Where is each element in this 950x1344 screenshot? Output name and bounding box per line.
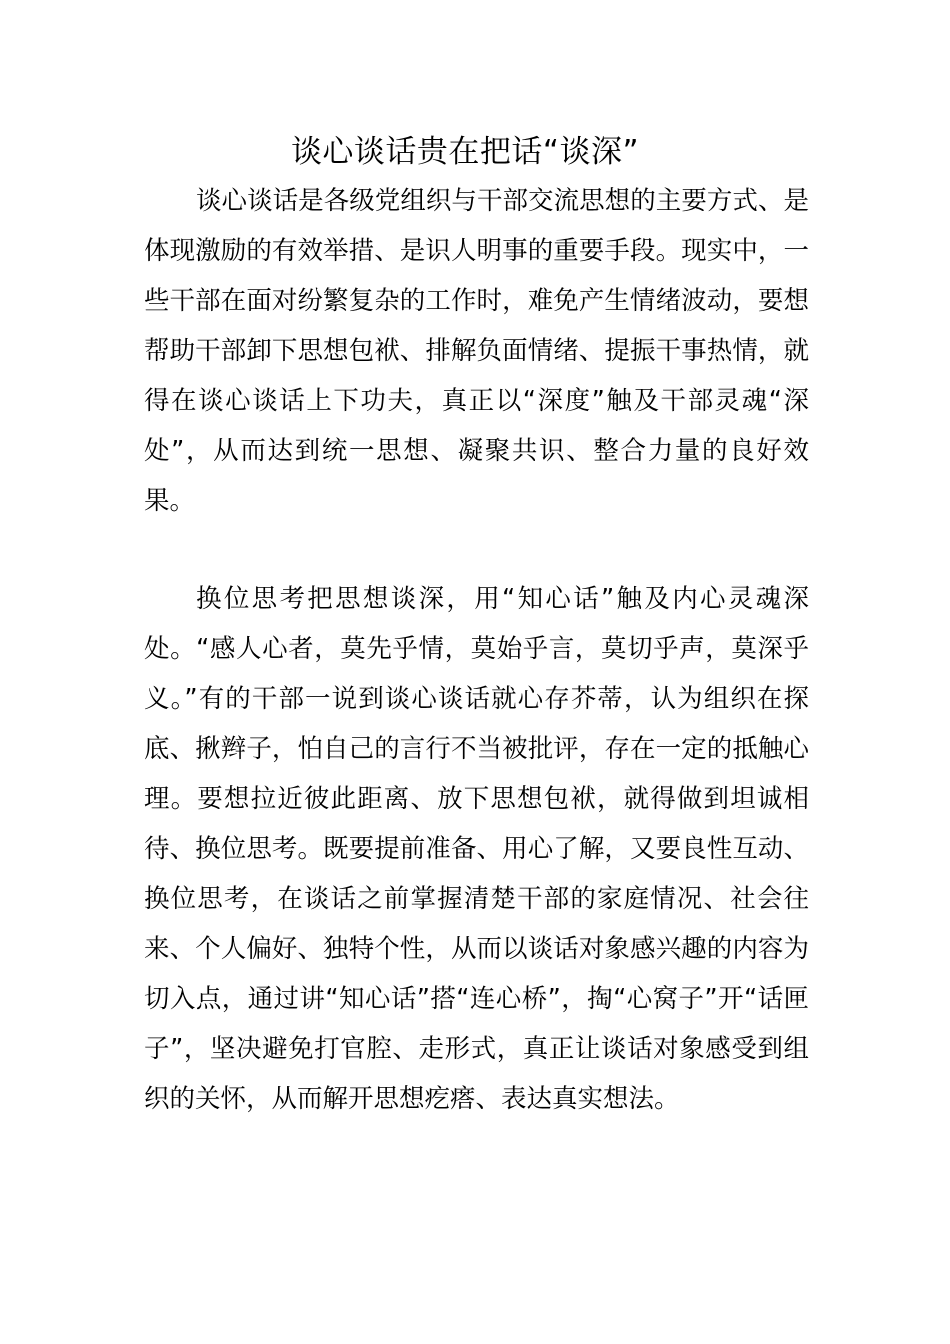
paragraph-1: 谈心谈话是各级党组织与干部交流思想的主要方式、是体现激励的有效举措、是识人明事的重要手段。现实中，一些干部在面对纷繁复杂的工作时，难免产生情绪波动，要想帮助干部卸下思想包袱、排解负面情绪、提振干事热情，就得在谈心谈话上下功夫，真正以“深度”触及干部灵魂“深处”，从而达到统一思想、凝聚共识、整合力量的良好效果。 <box>144 186 809 516</box>
paragraph-2: 换位思考把思想谈深，用“知心话”触及内心灵魂深处。“感人心者，莫先乎情，莫始乎言，莫切乎声，莫深乎义。”有的干部一说到谈心谈话就心存芥蒂，认为组织在探底、揪辫子，怕自己的言行不当被批评，存在一定的抵触心理。要想拉近彼此距离、放下思想包袱，就得做到坦诚相待、换位思考。既要提前准备、用心了解，又要良性互动、换位思考，在谈话之前掌握清楚干部的家庭情况、社会往来、个人偏好、独特个性，从而以谈话对象感兴趣的内容为切入点，通过讲“知心话”搭“连心桥”，掏“心窝子”开“话匣子”，坚决避免打官腔、走形式，真正让谈话对象感受到组织的关怀，从而解开思想疙瘩、表达真实想法。 <box>144 584 809 1114</box>
document-title: 谈心谈话贵在把话“谈深” <box>290 134 640 170</box>
